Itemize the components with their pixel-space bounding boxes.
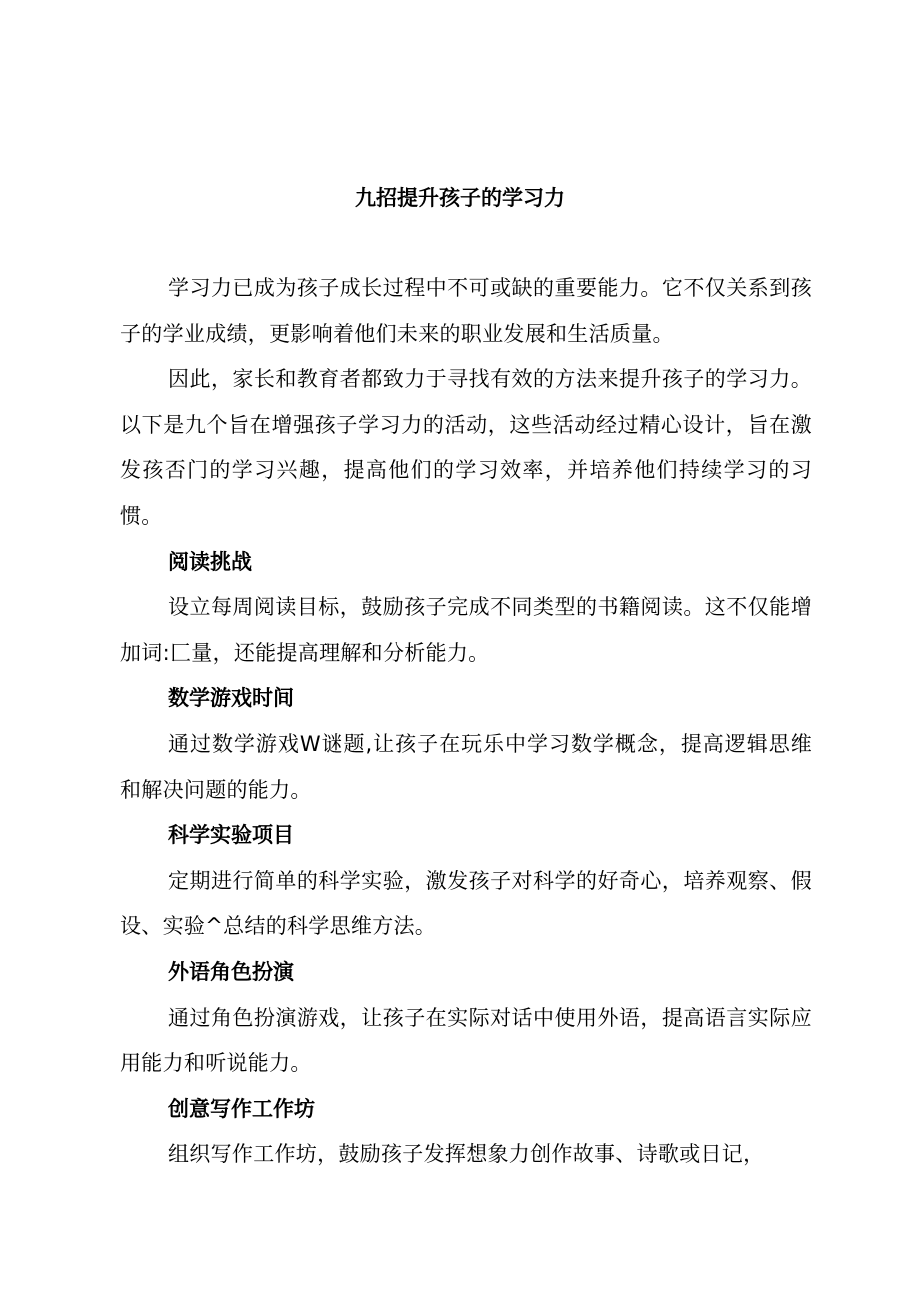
document-body: [120, 266, 812, 1178]
intro-paragraph: 因此，家长和教育者都致力于寻找有效的方法来提升孩子的学习力。以下是九个旨在增强孩子学习力的活动，这些活动经过精心设计，旨在激发孩否门的学习兴趣，提高他们的学习效率，并培养他们持续学习的习惯。: [120, 367, 812, 528]
section-body: 通过角色扮演游戏，让孩子在实际对话中使用外语，提高语言实际应用能力和听说能力。: [120, 1005, 812, 1076]
intro-paragraph: 学习力已成为孩子成长过程中不可或缺的重要能力。它不仅关系到孩子的学业成绩，更影响着他们未来的职业发展和生活质量。: [120, 276, 812, 346]
section-language-roleplay: [120, 950, 812, 1087]
section-body: 定期进行简单的科学实验，激发孩子对科学的好奇心，培养观察、假设、实验^总结的科学思维方法。: [120, 868, 812, 939]
section-science-experiment: [120, 813, 812, 950]
section-creative-writing: [120, 1087, 812, 1178]
section-heading: 外语角色扮演: [168, 959, 294, 984]
section-body: 组织写作工作坊，鼓励孩子发挥想象力创作故事、诗歌或日记，: [168, 1142, 765, 1167]
section-heading: 数学游戏时间: [168, 686, 294, 711]
document-title: 九招提升孩子的学习力: [355, 186, 565, 210]
section-heading: 科学实验项目: [168, 823, 294, 848]
section-math-game: [120, 676, 812, 813]
section-reading-challenge: [120, 540, 812, 677]
section-heading: 创意写作工作坊: [168, 1096, 315, 1121]
section-body: 设立每周阅读目标，鼓励孩子完成不同类型的书籍阅读。这不仅能增加词:匚量，还能提高理解和分析能力。: [120, 595, 812, 665]
section-heading: 阅读挑战: [168, 549, 252, 574]
section-body: 通过数学游戏W谜题,让孩子在玩乐中学习数学概念，提高逻辑思维和解决问题的能力。: [120, 731, 812, 802]
